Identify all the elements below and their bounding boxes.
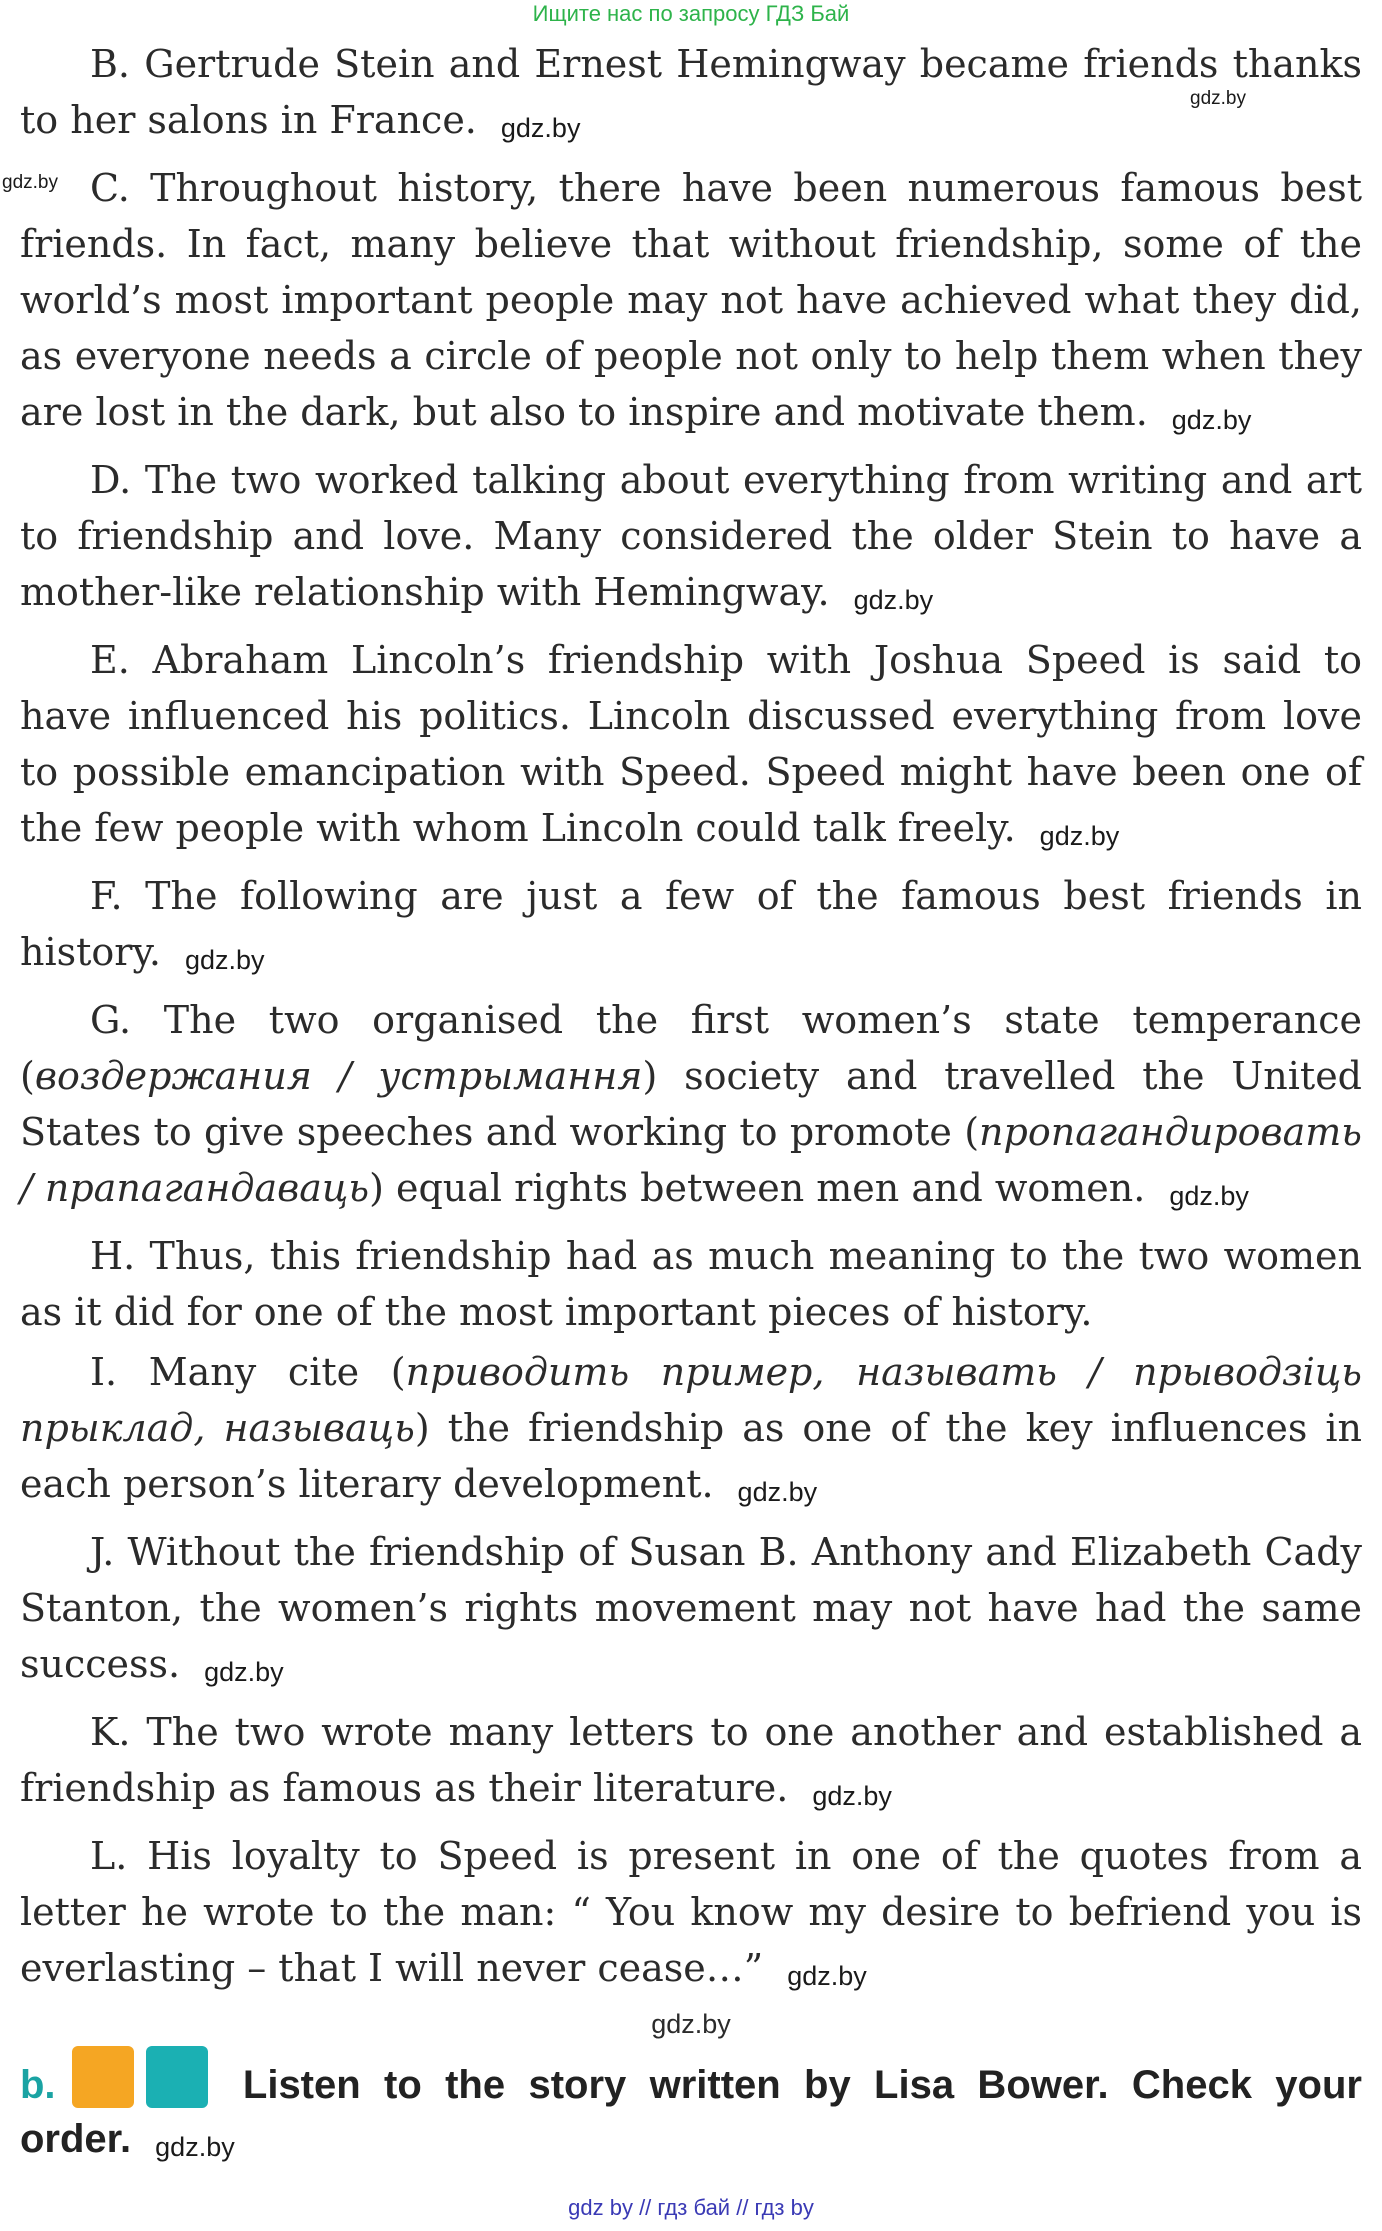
text-page (20, 36, 1362, 2174)
paragraph-h: H. Thus, this friendship had as much meaning to the two women as it did for one of the most important pieces of history. (20, 1234, 1362, 1334)
paragraph-b: B. Gertrude Stein and Ernest Hemingway became friends thanks to her salons in France. gdz.by (20, 42, 1362, 143)
watermark-center: gdz.by (651, 2009, 731, 2039)
paragraph-j: J. Without the friendship of Susan B. Anthony and Elizabeth Cady Stanton, the women’s rights movement may not have had the same success. gdz.by (20, 1530, 1362, 1687)
task-b: b. Listen to the story written by Lisa Bower. Check your order. gdz.by (20, 2046, 1362, 2174)
paragraph-g: G. The two organised the first women’s state temperance (воздержания / устрымання) society and travelled the United States to give speeches and working to promote (пропагандировать / прапагандаваць) equal rights between men and women. gdz.by (20, 998, 1363, 1211)
footer-links: gdz by // гдз бай // гдз by (568, 2195, 814, 2220)
paragraph-e: E. Abraham Lincoln’s friendship with Joshua Speed is said to have influenced his politics. Lincoln discussed everything from love to possible emancipation with Speed. Speed might have been one of the few people with whom Lincoln could talk freely. gdz.by (20, 638, 1362, 851)
paragraph-k: K. The two wrote many letters to one another and established a friendship as famous as their literature. gdz.by (20, 1710, 1362, 1811)
paragraph-f: F. The following are just a few of the famous best friends in history. gdz.by (20, 874, 1362, 975)
group-work-icon (72, 2046, 134, 2108)
headphones-icon (146, 2046, 208, 2108)
task-letter: b. (20, 2063, 56, 2107)
paragraph-i: I. Many cite (приводить пример, называть / прыводзіць прыклад, называць) the friendship as one of the key influences in each person’s literary development. gdz.by (20, 1350, 1363, 1507)
task-text: Listen to the story written by Lisa Bower. Check your order. (20, 2063, 1362, 2161)
paragraph-c: C. Throughout history, there have been numerous famous best friends. In fact, many believe that without friendship, some of the world’s most important people may not have achieved what they did, as everyone needs a circle of people not only to help them when they are lost in the dark, but also to inspire and motivate them. gdz.by (20, 166, 1362, 435)
paragraph-l: L. His loyalty to Speed is present in one of the quotes from a letter he wrote to the man: “ You know my desire to befriend you is everlasting – that I will never cease…” gdz.by (20, 1834, 1362, 1991)
top-banner: Ищите нас по запросу ГДЗ Бай (532, 1, 850, 26)
watermark-small-2: gdz.by (2, 172, 58, 193)
paragraph-d: D. The two worked talking about everything from writing and art to friendship and love. Many considered the older Stein to have a mother-like relationship with Hemingway. gdz.by (20, 458, 1362, 615)
watermark-small-1: gdz.by (1190, 88, 1246, 109)
